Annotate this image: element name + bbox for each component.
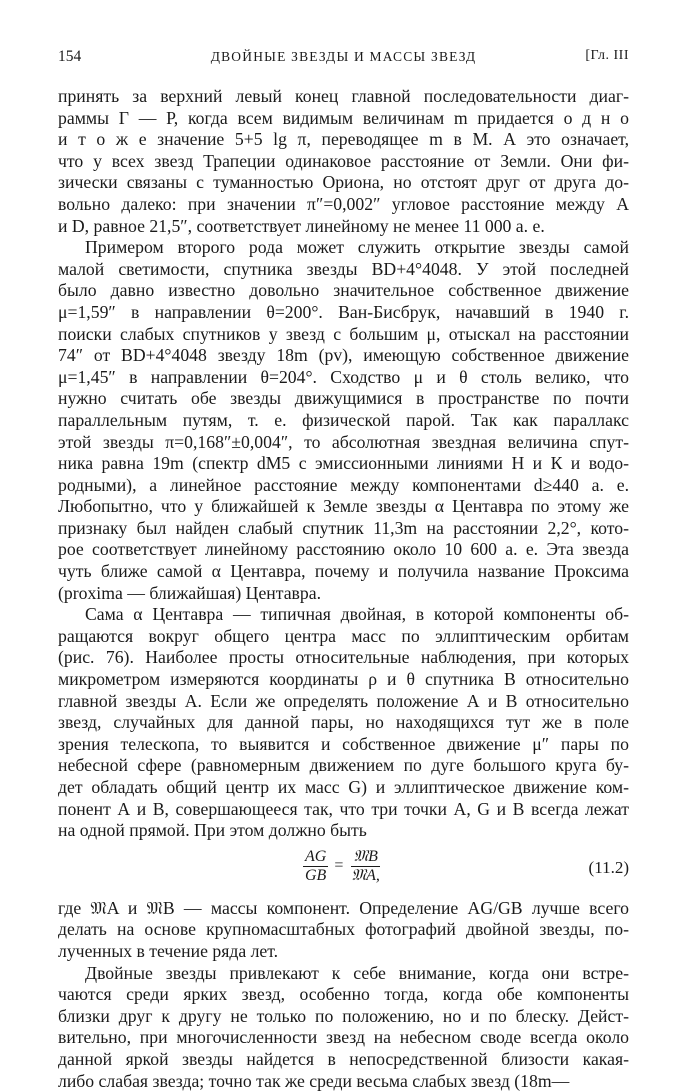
fraction-mass-ratio bbox=[349, 848, 382, 885]
text-line: параллельным путям, т. е. физической парой. Так как параллакс bbox=[58, 409, 629, 430]
text-line: данной яркой звезды найдется в непосредственной близости какая- bbox=[58, 1048, 629, 1069]
page-header bbox=[58, 44, 629, 72]
equation-number: (11.2) bbox=[588, 857, 629, 877]
text-line: Любопытно, что у ближайшей к Земле звезды α Центавра по этому же bbox=[58, 496, 629, 517]
page-number: 154 bbox=[58, 48, 82, 65]
paragraph-alpha-centauri bbox=[58, 604, 629, 842]
fraction-ag-gb bbox=[303, 848, 328, 885]
fraction-numerator: 𝔐B bbox=[353, 847, 378, 865]
text-line: зически связаны с туманностью Ориона, но отстоят друг от друга до- bbox=[58, 172, 629, 193]
text-line: на одной прямой. При этом должно быть bbox=[58, 820, 367, 841]
text-line: звезд, случайных для данной пары, но находящихся тут же в поле bbox=[58, 712, 629, 733]
equation-11-2 bbox=[58, 844, 629, 892]
text-line: малой светимости, спутника звезды BD+4°4048. У этой последней bbox=[58, 258, 629, 279]
text-line: родными), а линейное расстояние между компонентами d≥440 а. е. bbox=[58, 474, 629, 495]
page-body bbox=[58, 86, 629, 1092]
text-line: Примером второго рода может служить открытие звезды самой bbox=[85, 237, 629, 258]
text-line: понент А и В, совершающееся так, что три точки А, G и В всегда лежат bbox=[58, 798, 629, 819]
text-line: (proxima — ближайшая) Центавра. bbox=[58, 582, 322, 603]
text-line: главной звезды А. Если же определять положение А и В относительно bbox=[58, 690, 629, 711]
text-line: близки друг к другу не только по положению, но и по блеску. Дейст- bbox=[58, 1005, 629, 1026]
text-line: где 𝔐A и 𝔐B — массы компонент. Определение AG/GB лучше всего bbox=[58, 897, 629, 918]
equals-sign: = bbox=[334, 857, 344, 875]
equation-body bbox=[300, 848, 385, 885]
text-line: и D, равное 21,5″, соответствует линейному не менее 11 000 а. е. bbox=[58, 215, 545, 236]
text-line: дет обладать общий центр их масс G) и эллиптическое движение ком- bbox=[58, 777, 629, 797]
text-line: лученных в течение ряда лет. bbox=[58, 940, 279, 961]
text-line: этой звезды π=0,168″±0,004″, то абсолютная звездная величина спут- bbox=[58, 431, 629, 452]
text-line: Двойные звезды привлекают к себе внимание, когда они встре- bbox=[85, 962, 629, 983]
text-line: раммы Г — Р, когда всем видимым величинам m придается о д н о bbox=[58, 107, 629, 128]
text-line: принять за верхний левый конец главной последовательности диаг- bbox=[58, 86, 629, 106]
fraction-numerator: AG bbox=[305, 847, 327, 865]
text-line: зрения телескопа, то выявится и собственное движение μ″ пары по bbox=[58, 733, 629, 754]
text-line: Сама α Центавра — типичная двойная, в которой компоненты об- bbox=[85, 604, 629, 625]
text-line: ращаются вокруг общего центра масс по эллиптическим орбитам bbox=[58, 625, 629, 646]
fraction-denominator: 𝔐A, bbox=[351, 866, 380, 884]
text-line: и т о ж е значение 5+5 lg π, переводящее m в M. А это означает, bbox=[58, 129, 629, 150]
fraction-denominator: GB bbox=[305, 866, 327, 884]
running-title: ДВОЙНЫЕ ЗВЕЗДЫ И МАССЫ ЗВЕЗД bbox=[210, 49, 477, 64]
text-line: было давно известно довольно значительное собственное движение bbox=[58, 280, 629, 301]
paragraph-bright-doubles bbox=[58, 963, 629, 1092]
text-line: вольно далеко: при значении π″=0,002″ угловое расстояние между А bbox=[58, 193, 629, 214]
text-line: что у всех звезд Трапеции одинаковое расстояние от Земли. Они фи- bbox=[58, 150, 629, 171]
text-line: микрометром измеряются координаты ρ и θ спутника В относительно bbox=[58, 669, 629, 690]
chapter-reference: [Гл. III bbox=[585, 48, 629, 63]
text-line: небесной сфере (равномерным движением по дуге большого круга бу- bbox=[58, 755, 629, 776]
paragraph-continued bbox=[58, 86, 629, 237]
text-line: μ=1,59″ в направлении θ=200°. Ван-Бисбрук, начавший в 1940 г. bbox=[58, 301, 629, 322]
text-line: делать на основе крупномасштабных фотографий двойной звезды, по- bbox=[58, 919, 629, 940]
text-line: 74″ от BD+4°4048 звезду 18m (pv), имеющую собственное движение bbox=[58, 345, 629, 366]
text-line: чуть ближе самой α Центавра, почему и получила название Проксима bbox=[58, 561, 629, 582]
text-line: вительно, при многочисленности звезд на небесном своде всегда около bbox=[58, 1027, 629, 1048]
text-line: (рис. 76). Наиболее просты относительные наблюдения, при которых bbox=[58, 647, 629, 668]
text-line: μ=1,45″ в направлении θ=204°. Сходство μ и θ столь велико, что bbox=[58, 366, 629, 387]
text-line: нужно считать обе звезды движущимися в пространстве по почти bbox=[58, 388, 629, 409]
paragraph-second-example bbox=[58, 237, 629, 604]
text-line: признаку был найден слабый спутник 11,3m на расстоянии 2,2°, кото- bbox=[58, 517, 629, 538]
text-line: рое соответствует линейному расстоянию около 10 600 а. е. Эта звезда bbox=[58, 539, 629, 560]
text-line: либо слабая звезда; точно так же среди весьма слабых звезд (18m— bbox=[58, 1070, 570, 1091]
paragraph-masses bbox=[58, 898, 629, 963]
text-line: поиски слабых спутников у звезд с большим μ, отыскал на расстоянии bbox=[58, 323, 629, 344]
text-line: ника равна 19m (спектр dM5 с эмиссионными линиями Н и К и водо- bbox=[58, 453, 629, 474]
text-line: чаются среди ярких звезд, особенно тогда, когда обе компоненты bbox=[58, 984, 629, 1005]
